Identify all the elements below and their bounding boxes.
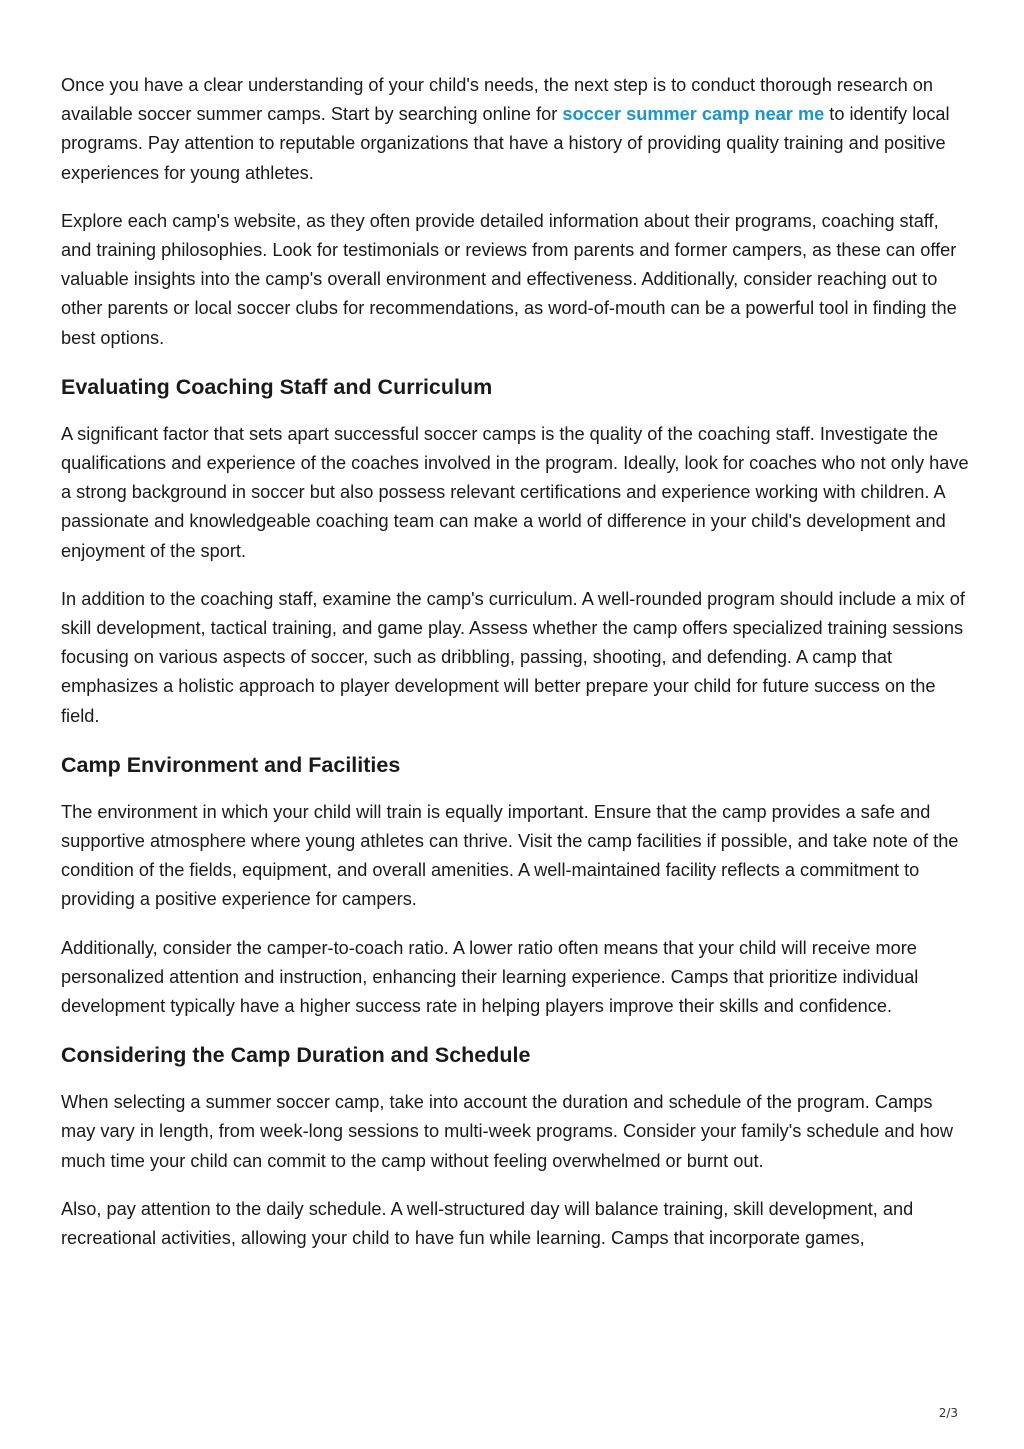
paragraph-text: to identify local programs. Pay attention to reputable organizations that have a history of providing quality training and positive experiences for young athletes. (61, 104, 950, 183)
paragraph-curriculum: In addition to the coaching staff, examine the camp's curriculum. A well-rounded program should include a mix of skill development, tactical training, and game play. Assess whether the camp offers specialized training sessions focusing on various aspects of soccer, such as dribbling, passing, shooting, and defending. A camp that emphasizes a holistic approach to player development will better prepare your child for future success on the field. (61, 588, 965, 726)
paragraph-ratio: Additionally, consider the camper-to-coach ratio. A lower ratio often means that your child will receive more personalized attention and instruction, enhancing their learning experience. Camps that prioritize individual development typically have a higher success rate in helping players improve their skills and confidence. (61, 937, 919, 1017)
paragraph-environment: The environment in which your child will train is equally important. Ensure that the camp provides a safe and supportive atmosphere where young athletes can thrive. Visit the camp facilities if possible, and take note of the condition of the fields, equipment, and overall amenities. A well-maintained facility reflects a commitment to providing a positive experience for campers. (61, 801, 959, 910)
heading-duration: Considering the Camp Duration and Schedule (61, 1043, 531, 1068)
paragraph-daily-schedule: Also, pay attention to the daily schedule. A well-structured day will balance training, skill development, and recreational activities, allowing your child to have fun while learning. Camps that incorporate games, (61, 1198, 914, 1249)
paragraph-text: Once you have a clear understanding of your child's needs, the next step is to conduct thorough research on available soccer summer camps. Start by searching online for (61, 75, 933, 125)
heading-coaching-staff: Evaluating Coaching Staff and Curriculum (61, 374, 493, 399)
page-number: 2/3 (938, 1406, 958, 1420)
paragraph-research (61, 71, 971, 188)
soccer-summer-camp-link[interactable]: soccer summer camp near me (562, 104, 825, 125)
document-body (61, 71, 971, 1272)
paragraph-duration: When selecting a summer soccer camp, take into account the duration and schedule of the program. Camps may vary in length, from week-long sessions to multi-week programs. Consider your family's schedule and how much time your child can commit to the camp without feeling overwhelmed or burnt out. (61, 1092, 954, 1171)
paragraph-explore-websites: Explore each camp's website, as they often provide detailed information about their programs, coaching staff, and training philosophies. Look for testimonials or reviews from parents and former campers, as these can offer valuable insights into the camp's overall environment and effectiveness. Additionally, consider reaching out to other parents or local soccer clubs for recommendations, as word-of-mouth can be a powerful tool in finding the best options. (61, 210, 957, 348)
paragraph-coaching-quality: A significant factor that sets apart successful soccer camps is the quality of the coaching staff. Investigate the qualifications and experience of the coaches involved in the program. Ideally, look for coaches who not only have a strong background in soccer but also possess relevant certifications and experience working with children. A passionate and knowledgeable coaching team can make a world of difference in your child's development and enjoyment of the sport. (61, 423, 969, 561)
heading-environment: Camp Environment and Facilities (61, 752, 401, 777)
